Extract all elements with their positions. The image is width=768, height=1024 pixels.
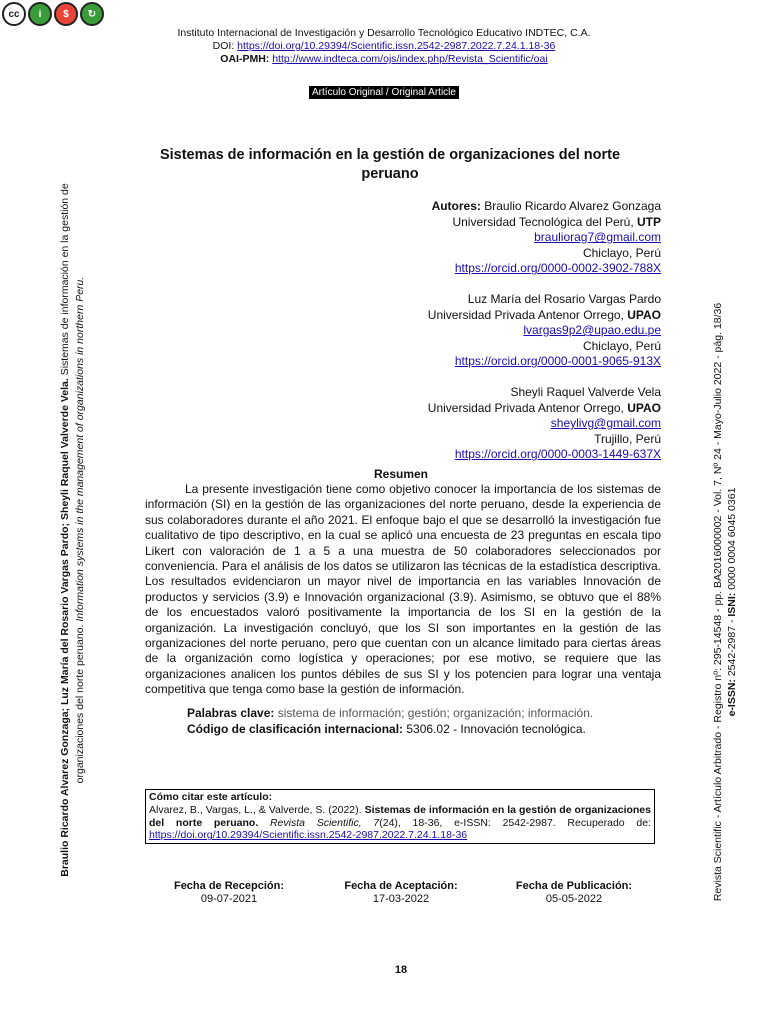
sa-icon: ↻ [80, 2, 104, 26]
citation-link[interactable]: https://doi.org/10.29394/Scientific.issn.2542-2987.2022.7.24.1.18-36 [149, 829, 468, 842]
author-1: Autores: Braulio Ricardo Alvarez Gonzaga Universidad Tecnológica del Perú, UTP brauliorag7@gmail.com Chiclayo, Perú https://orcid.org/0000-0002-3902-788X [431, 199, 661, 276]
keywords-block: Palabras clave: sistema de información; gestión; organización; información. Código de clasificación internacional: 5306.02 - Innovación tecnológica. [187, 706, 594, 736]
side-right-journal-info: Revista Scientific - Artículo Arbitrado - Registro nº: 295-14548 - pp. BA2016000002 - Vol. 7, Nº 24 - Mayo-Julio 2022 - pág. 18/36 e-ISSN: 2542-2987 - ISNI: 0000 0004 6045 0361 [712, 302, 738, 902]
author-email[interactable]: lvargas9p2@upao.edu.pe [523, 323, 661, 338]
date-accepted: Fecha de Aceptación: 17-03-2022 [344, 880, 458, 905]
institute-name: Instituto Internacional de Investigación y Desarrollo Tecnológico Educativo INDTEC, C.A. [177, 27, 591, 39]
citation-text: Alvarez, B., Vargas, L., & Valverde, S. (2022). Sistemas de información en la gestión de organizaciones del norte peruano. Revista Scientific, 7(24), 18-36, e-ISSN: 2542-2987. Recuperado de: https://doi.org/10.29394/Scientific.issn.2542-2987.2022.7.24.1.18-36 [149, 803, 651, 842]
classification-code: 5306.02 - Innovación tecnológica. [406, 722, 586, 736]
side-left-running-title: Braulio Ricardo Alvarez Gonzaga; Luz María del Rosario Vargas Pardo; Sheyli Raquel Valverde Vela. Sistemas de información en la gestión de organizaciones del norte peruano. Information systems in the management of organizations in northern Peru. [59, 183, 86, 877]
author-email[interactable]: brauliorag7@gmail.com [534, 230, 661, 245]
doi-link[interactable]: https://doi.org/10.29394/Scientific.issn.2542-2987.2022.7.24.1.18-36 [237, 40, 556, 52]
date-received: Fecha de Recepción: 09-07-2021 [173, 880, 285, 905]
article-type-wrap [0, 82, 768, 100]
author-name: Braulio Ricardo Alvarez Gonzaga [484, 199, 661, 213]
author-name: Sheyli Raquel Valverde Vela [510, 384, 661, 399]
journal-header [0, 27, 768, 66]
citation-box [145, 789, 655, 844]
author-email[interactable]: sheylivg@gmail.com [550, 416, 661, 431]
author-orcid[interactable]: https://orcid.org/0000-0002-3902-788X [454, 261, 661, 276]
oai-link[interactable]: http://www.indteca.com/ojs/index.php/Revista_Scientific/oai [272, 53, 548, 65]
authors-block [241, 199, 661, 478]
abstract-title: Resumen [373, 467, 429, 481]
date-published: Fecha de Publicación: 05-05-2022 [515, 880, 633, 905]
cc-icon: cc [2, 2, 26, 26]
by-icon: i [28, 2, 52, 26]
author-name: Luz María del Rosario Vargas Pardo [467, 291, 661, 306]
author-orcid[interactable]: https://orcid.org/0000-0003-1449-637X [454, 447, 661, 462]
oai-line: OAI-PMH: http://www.indteca.com/ojs/index.php/Revista_Scientific/oai [220, 53, 548, 65]
author-2: Luz María del Rosario Vargas Pardo Universidad Privada Antenor Orrego, UPAO lvargas9p2@upao.edu.pe Chiclayo, Perú https://orcid.org/0000-0001-9065-913X [241, 292, 661, 370]
page-number: 18 [394, 964, 408, 976]
article-title: Sistemas de información en la gestión de organizaciones del norte peruano [159, 147, 621, 182]
author-orcid[interactable]: https://orcid.org/0000-0001-9065-913X [454, 354, 661, 369]
nc-icon: $ [54, 2, 78, 26]
citation-heading: Cómo citar este artículo: [149, 791, 273, 803]
article-type-badge: Artículo Original / Original Article [309, 86, 459, 99]
abstract-text: La presente investigación tiene como objetivo conocer la importancia de los sistemas de información (SI) en la gestión de las organizaciones del norte peruano, desde la experiencia de sus colaboradores durante el año 2021. El enfoque bajo el que se desarrolló la investigación fue cualitativo de tipo descriptivo, en la cual se aplicó una encuesta de 23 preguntas en escala tipo Likert con valoración de 1 a 5 a una muestra de 50 colaboradores seleccionados por conveniencia. Para el análisis de los datos se utilizaron las técnicas de la estadística descriptiva. Los resultados evidenciaron un mayor nivel de importancia en las variables Innovación de productos y servicios (3.9) e Innovación organizacional (3.9). Asimismo, se obtuvo que el 88% de los encuestados valoró positivamente la importancia de los SI en la gestión de la organización. La investigación concluyó, que los SI son importantes en la gestión de las organizaciones del norte peruano, pero que cuentan con un alcance limitado para ciertas áreas de la organización como logística y operaciones; por ese motivo, se requiere que las organizaciones analicen los puntos débiles de sus SI y los potencien para lograr una ventaja competitiva que tenga como base la gestión de información. [145, 482, 661, 697]
license-badge [2, 2, 104, 26]
keywords-value: sistema de información; gestión; organización; información. [277, 706, 594, 720]
doi-line: DOI: https://doi.org/10.29394/Scientific.issn.2542-2987.2022.7.24.1.18-36 [212, 40, 556, 52]
author-3: Sheyli Raquel Valverde Vela Universidad Privada Antenor Orrego, UPAO sheylivg@gmail.com Trujillo, Perú https://orcid.org/0000-0003-1449-637X [241, 385, 661, 463]
